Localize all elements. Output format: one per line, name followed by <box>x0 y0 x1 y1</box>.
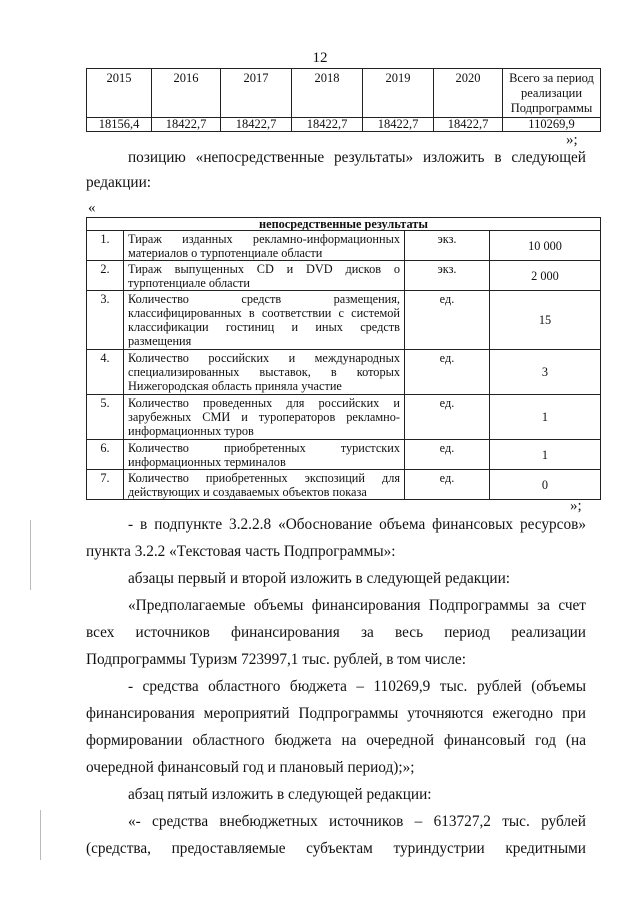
row-unit: ед. <box>405 291 490 350</box>
paragraph-line: очередной финансовый год и плановый период);»; <box>86 759 415 776</box>
paragraph-line: позицию «непосредственные результаты» изложить в следующей <box>128 149 586 166</box>
paragraph-line: - средства областного бюджета – 110269,9 тыс. рублей (объемы <box>128 678 586 695</box>
row-indicator: Тираж изданных рекламно-информационных материалов о турпотенциале области <box>124 231 405 261</box>
row-unit: ед. <box>405 470 490 500</box>
page-number: 12 <box>312 50 328 66</box>
table-row <box>87 231 601 261</box>
paragraph-line: редакции: <box>86 174 152 191</box>
value-cell: 18422,7 <box>434 118 503 132</box>
paragraph-line: всех источников финансирования за весь период реализации <box>86 624 586 641</box>
row-number: 7. <box>87 470 124 500</box>
table-row <box>87 118 601 132</box>
row-number: 1. <box>87 231 124 261</box>
table-row <box>87 440 601 470</box>
header-cell: 2020 <box>434 69 503 118</box>
paragraph-line: «Предполагаемые объемы финансирования Подпрограммы за счет <box>128 597 586 614</box>
value-cell: 18422,7 <box>292 118 363 132</box>
row-indicator: Количество приобретенных экспозиций для действующих и создаваемых объектов показа <box>124 470 405 500</box>
row-unit: ед. <box>405 350 490 395</box>
header-cell: 2019 <box>363 69 434 118</box>
value-cell: 18422,7 <box>363 118 434 132</box>
paragraph-line: абзацы первый и второй изложить в следующей редакции: <box>128 570 511 587</box>
value-cell-total: 110269,9 <box>503 118 601 132</box>
row-number: 4. <box>87 350 124 395</box>
closing-quote: »; <box>570 498 582 514</box>
row-value: 0 <box>490 470 601 500</box>
table-row <box>87 470 601 500</box>
paragraph-line: формировании областного бюджета на очередной финансовый год (на <box>86 732 586 749</box>
row-number: 5. <box>87 395 124 440</box>
direct-results-table <box>86 217 601 500</box>
row-value: 1 <box>490 440 601 470</box>
paragraph-line: Подпрограммы Туризм 723997,1 тыс. рублей, в том числе: <box>86 651 466 668</box>
funding-by-year-table <box>86 68 601 132</box>
table-row <box>87 291 601 350</box>
opening-quote: « <box>88 200 96 216</box>
row-value: 10 000 <box>490 231 601 261</box>
paragraph-line: (средства, предоставляемые субъектам туриндустрии кредитными <box>86 840 586 857</box>
row-indicator: Количество российских и международных специализированных выставок, в которых Нижегородская область приняла участие <box>124 350 405 395</box>
row-indicator: Тираж выпущенных CD и DVD дисков о турпотенциале области <box>124 261 405 291</box>
row-number: 6. <box>87 440 124 470</box>
table-header-row <box>87 69 601 118</box>
row-value: 15 <box>490 291 601 350</box>
header-cell: 2016 <box>152 69 221 118</box>
table-title-row <box>87 218 601 231</box>
row-value: 2 000 <box>490 261 601 291</box>
row-unit: экз. <box>405 231 490 261</box>
row-value: 3 <box>490 350 601 395</box>
header-cell: 2018 <box>292 69 363 118</box>
row-value: 1 <box>490 395 601 440</box>
paragraph-line: - в подпункте 3.2.2.8 «Обоснование объема финансовых ресурсов» <box>128 516 586 533</box>
margin-mark <box>30 520 31 590</box>
table-row <box>87 261 601 291</box>
table-row <box>87 395 601 440</box>
row-number: 3. <box>87 291 124 350</box>
closing-quote: »; <box>566 132 578 148</box>
row-indicator: Количество приобретенных туристских информационных терминалов <box>124 440 405 470</box>
row-number: 2. <box>87 261 124 291</box>
header-cell: 2015 <box>87 69 152 118</box>
margin-mark <box>40 810 41 860</box>
row-unit: ед. <box>405 395 490 440</box>
table-row <box>87 350 601 395</box>
paragraph-line: финансирования мероприятий Подпрограммы уточняются ежегодно при <box>86 705 586 722</box>
row-unit: ед. <box>405 440 490 470</box>
paragraph-line: пункта 3.2.2 «Текстовая часть Подпрограммы»: <box>86 543 396 560</box>
paragraph-line: абзац пятый изложить в следующей редакции: <box>128 786 432 803</box>
paragraph-line: «- средства внебюджетных источников – 613727,2 тыс. рублей <box>128 813 586 830</box>
row-indicator: Количество проведенных для российских и зарубежных СМИ и туроператоров рекламно-информационных туров <box>124 395 405 440</box>
row-indicator: Количество средств размещения, классифицированных в соответствии с системой классификации гостиниц и иных средств размещения <box>124 291 405 350</box>
row-unit: экз. <box>405 261 490 291</box>
value-cell: 18422,7 <box>221 118 292 132</box>
table-title: непосредственные результаты <box>87 218 601 231</box>
header-cell: 2017 <box>221 69 292 118</box>
value-cell: 18422,7 <box>152 118 221 132</box>
header-cell-total: Всего за период реализации Подпрограммы <box>503 69 601 118</box>
value-cell: 18156,4 <box>87 118 152 132</box>
